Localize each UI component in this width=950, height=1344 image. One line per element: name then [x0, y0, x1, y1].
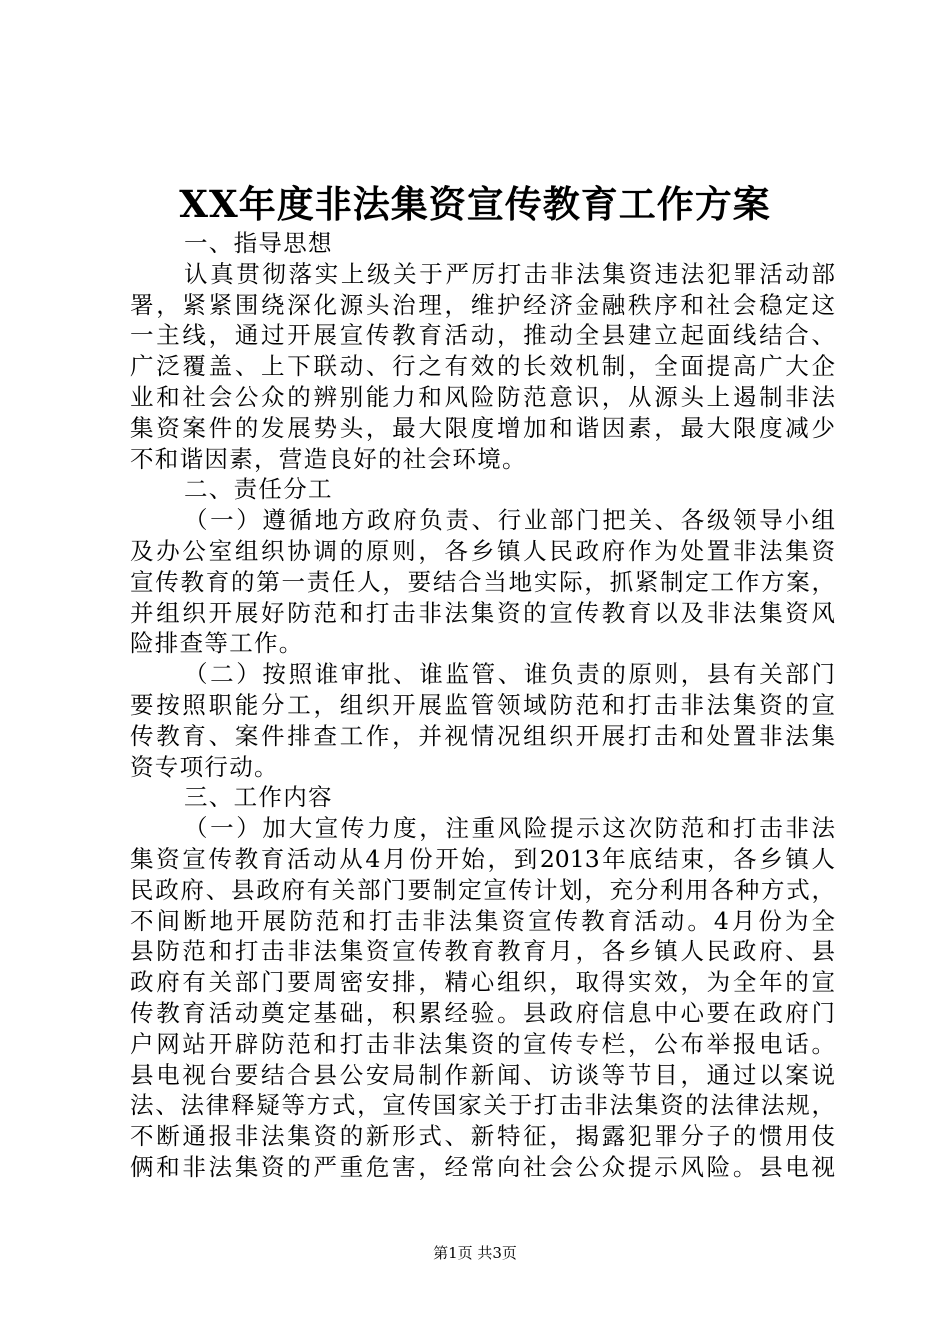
text-line: 不和谐因素，营造良好的社会环境。 [130, 444, 527, 473]
text-line: 一主线，通过开展宣传教育活动，推动全县建立起面线结合、 [130, 321, 835, 350]
text-line: 集资宣传教育活动从4月份开始，到2013年底结束，各乡镇人 [130, 844, 835, 873]
document-title: XX年度非法集资宣传教育工作方案 [179, 182, 771, 226]
text-line: 署，紧紧围绕深化源头治理，维护经济金融秩序和社会稳定这 [130, 290, 835, 319]
text-line: 宣传教育的第一责任人，要结合当地实际，抓紧制定工作方案， [130, 567, 835, 596]
text-line: 不断通报非法集资的新形式、新特征，揭露犯罪分子的惯用伎 [130, 1122, 835, 1151]
text-line: 县电视台要结合县公安局制作新闻、访谈等节目，通过以案说 [130, 1060, 835, 1089]
text-line: 县防范和打击非法集资宣传教育教育月，各乡镇人民政府、县 [130, 937, 835, 966]
text-line: 不间断地开展防范和打击非法集资宣传教育活动。4月份为全 [130, 906, 835, 935]
text-line: （一）加大宣传力度，注重风险提示这次防范和打击非法 [184, 814, 835, 843]
text-line: 民政府、县政府有关部门要制定宣传计划，充分利用各种方式， [130, 875, 835, 904]
text-line: 资专项行动。 [130, 752, 279, 781]
text-line: 险排查等工作。 [130, 629, 304, 658]
text-line: 集资案件的发展势头，最大限度增加和谐因素，最大限度减少 [130, 413, 835, 442]
text-line: 传教育、案件排查工作，并视情况组织开展打击和处置非法集 [130, 721, 835, 750]
page-footer: 第1页 共3页 [433, 1244, 517, 1262]
text-line: 传教育活动奠定基础，积累经验。县政府信息中心要在政府门 [130, 998, 835, 1027]
text-line: 及办公室组织协调的原则，各乡镇人民政府作为处置非法集资 [130, 536, 835, 565]
text-line: 并组织开展好防范和打击非法集资的宣传教育以及非法集资风 [130, 598, 835, 627]
text-line: 一、指导思想 [184, 229, 333, 257]
text-line: 认真贯彻落实上级关于严厉打击非法集资违法犯罪活动部 [184, 259, 835, 288]
text-line: （一）遵循地方政府负责、行业部门把关、各级领导小组 [184, 506, 835, 535]
text-line: 法、法律释疑等方式，宣传国家关于打击非法集资的法律法规， [130, 1091, 835, 1120]
text-line: 三、工作内容 [184, 783, 333, 812]
document-body [130, 228, 835, 1183]
text-line: 俩和非法集资的严重危害，经常向社会公众提示风险。县电视 [130, 1152, 835, 1181]
text-line: 二、责任分工 [184, 475, 333, 504]
text-line: 政府有关部门要周密安排，精心组织，取得实效，为全年的宣 [130, 968, 835, 997]
text-line: （二）按照谁审批、谁监管、谁负责的原则，县有关部门 [184, 660, 835, 689]
text-line: 要按照职能分工，组织开展监管领域防范和打击非法集资的宣 [130, 690, 835, 719]
text-line: 业和社会公众的辨别能力和风险防范意识，从源头上遏制非法 [130, 382, 835, 411]
text-line: 广泛覆盖、上下联动、行之有效的长效机制，全面提高广大企 [130, 352, 835, 381]
text-line: 户网站开辟防范和打击非法集资的宣传专栏，公布举报电话。 [130, 1029, 835, 1058]
